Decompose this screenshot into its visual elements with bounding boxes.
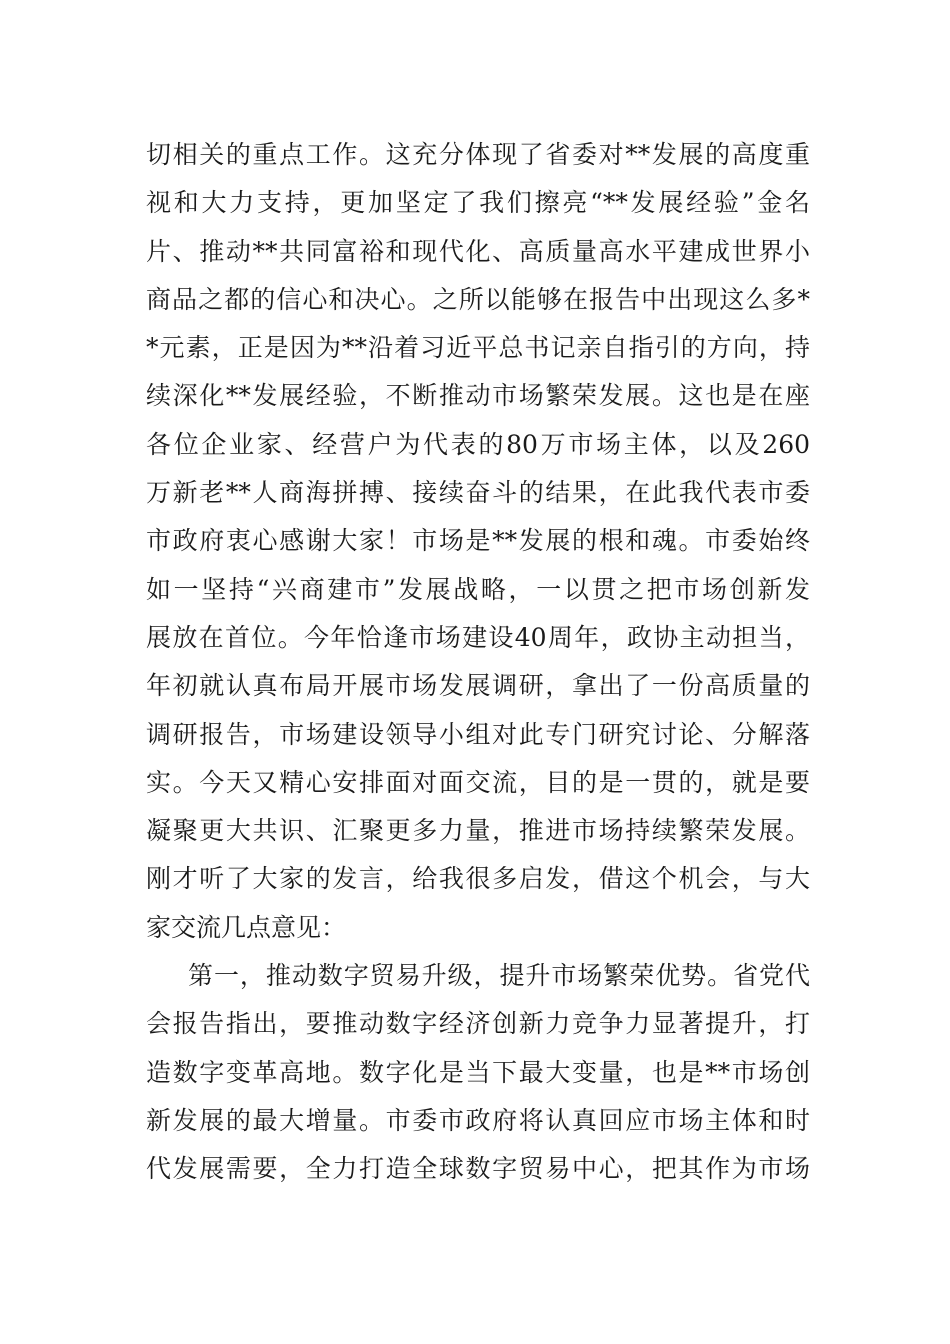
text-line: 续深化**发展经验，不断推动市场繁荣发展。这也是在座 (146, 381, 810, 411)
text-line: 视和大力支持，更加坚定了我们擦亮“**发展经验”金名 (146, 188, 810, 218)
text-line: 造数字变革高地。数字化是当下最大变量，也是**市场创 (146, 1057, 810, 1087)
text-line: 凝聚更大共识、汇聚更多力量，推进市场持续繁荣发展。 (146, 816, 810, 846)
text-line: 刚才听了大家的发言，给我很多启发，借这个机会，与大 (146, 864, 810, 894)
text-line: 万新老**人商海拼搏、接续奋斗的结果，在此我代表市委 (146, 478, 810, 508)
text-line: 展放在首位。今年恰逢市场建设40周年，政协主动担当， (146, 622, 810, 652)
text-line: 商品之都的信心和决心。之所以能够在报告中出现这么多* (146, 284, 810, 314)
text-line: 如一坚持“兴商建市”发展战略，一以贯之把市场创新发 (146, 574, 810, 604)
text-line: 年初就认真布局开展市场发展调研，拿出了一份高质量的 (146, 671, 810, 701)
text-line: 代发展需要，全力打造全球数字贸易中心，把其作为市场 (146, 1154, 810, 1184)
text-line: *元素，正是因为**沿着习近平总书记亲自指引的方向，持 (146, 333, 810, 363)
text-line: 家交流几点意见： (146, 912, 347, 942)
text-line: 片、推动**共同富裕和现代化、高质量高水平建成世界小 (146, 236, 810, 266)
text-line: 实。今天又精心安排面对面交流，目的是一贯的，就是要 (146, 767, 810, 797)
text-line: 切相关的重点工作。这充分体现了省委对**发展的高度重 (146, 140, 810, 169)
text-line: 调研报告，市场建设领导小组对此专门研究讨论、分解落 (146, 719, 810, 749)
document-body (146, 131, 810, 1194)
text-line: 市政府衷心感谢大家！市场是**发展的根和魂。市委始终 (146, 526, 810, 556)
text-line: 各位企业家、经营户为代表的80万市场主体，以及260 (146, 429, 810, 459)
paragraph-first-line: 第一，推动数字贸易升级，提升市场繁荣优势。省党代 (188, 961, 810, 991)
text-line: 新发展的最大增量。市委市政府将认真回应市场主体和时 (146, 1105, 810, 1135)
text-line: 会报告指出，要推动数字经济创新力竞争力显著提升，打 (146, 1009, 810, 1039)
